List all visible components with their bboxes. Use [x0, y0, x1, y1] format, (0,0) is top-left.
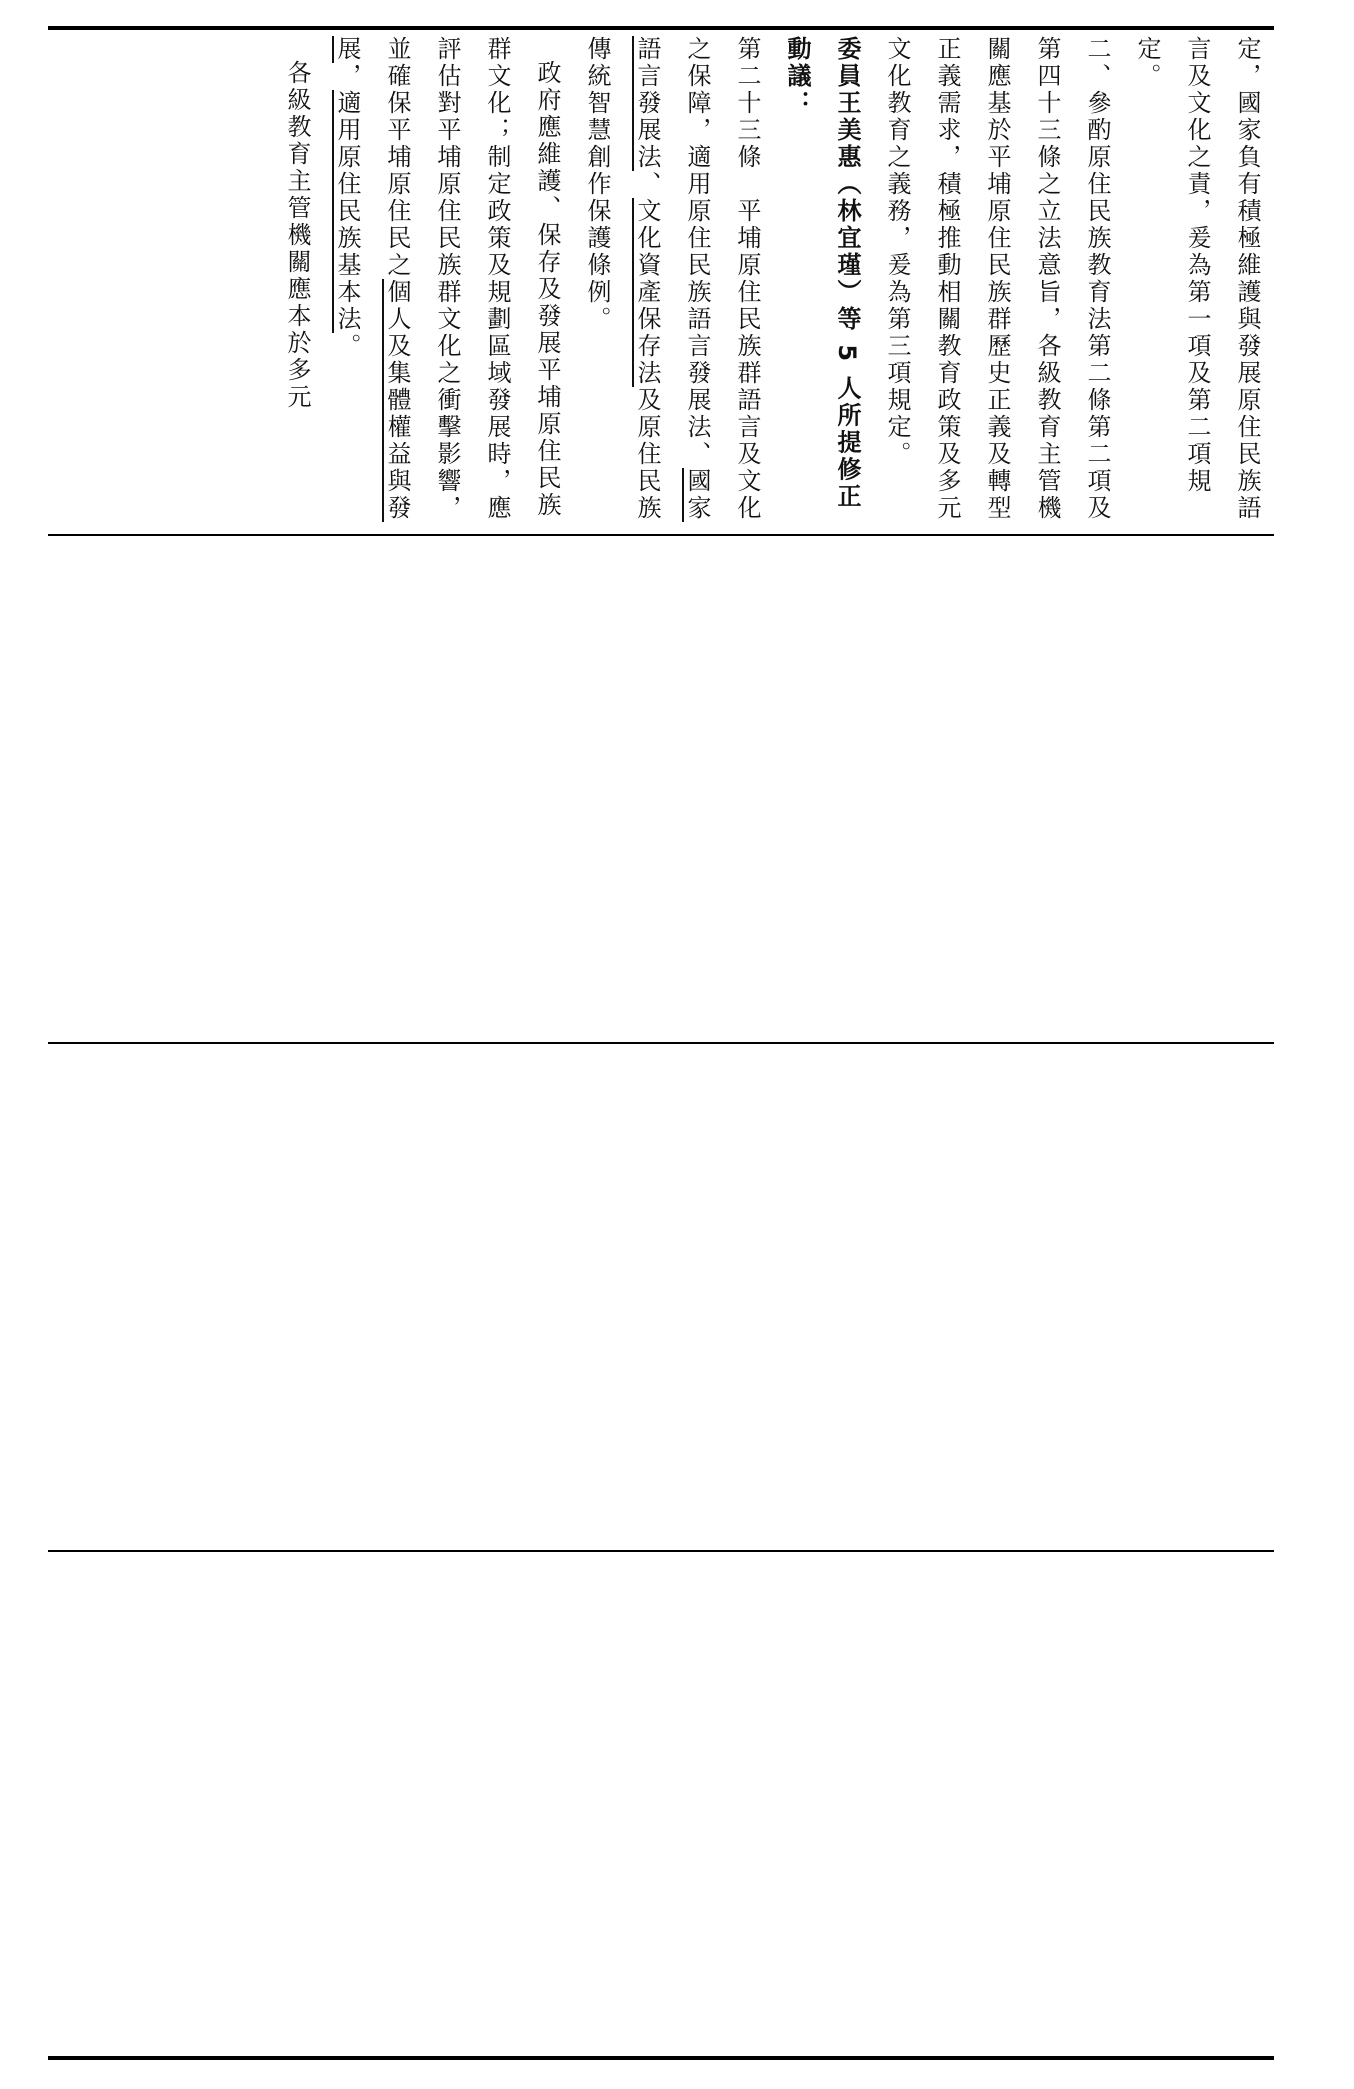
comma: ， — [333, 63, 361, 90]
paragraph-explanation-2: 二、參酌原住民族教育法第二條第二項及第四十三條之立法意旨，各級教育主管機關應基於平埔原住民族群歷史正義及轉型正義需求，積極推動相關教育政策及多元文化教育之義務，爰為第三項規定。 — [883, 36, 1111, 522]
section-divider-3 — [48, 1550, 1274, 1552]
article-23 — [572, 36, 772, 526]
underlined-national-language-act: 國家語言發展法 — [633, 36, 711, 522]
government-duty-lead: 政府應維護、保存及發展平埔原住民族群文化；制定政策及規劃區域發展時，應評估對平埔原住民族群文化之衝擊影響，並確保平埔原住民之 — [383, 36, 561, 522]
education-paragraph: 各級教育主管機關應本於多元 — [283, 60, 311, 411]
underlined-rights-development: 個人及集體權益與發展 — [333, 36, 411, 522]
government-duty-paragraph — [322, 36, 572, 526]
top-rule — [48, 26, 1274, 30]
motion-heading: 委員王美惠（林宜瑾）等 5 人所提修正動議： — [783, 36, 861, 511]
article-23-tail: 及原住民族傳統智慧創作保護條例。 — [583, 36, 661, 522]
underlined-basic-law: 適用原住民族基本法 — [333, 90, 361, 333]
paragraph-continuation: 定，國家負有積極維護與發展原住民族語言及文化之責，爰為第一項及第二項規定。 — [1133, 36, 1261, 522]
underlined-cultural-heritage-act: 文化資產保存法 — [633, 198, 661, 387]
vertical-text-body — [272, 36, 1272, 526]
legislative-text-panel — [62, 36, 1272, 526]
bottom-rule — [48, 2056, 1274, 2060]
section-divider-2 — [48, 1042, 1274, 1044]
section-divider-1 — [48, 534, 1274, 536]
article-23-lead: 第二十三條 平埔原住民族群語言及文化之保障，適用原住民族語言發展法、 — [683, 36, 761, 522]
period: 。 — [333, 333, 361, 360]
separator: 、 — [633, 171, 661, 198]
